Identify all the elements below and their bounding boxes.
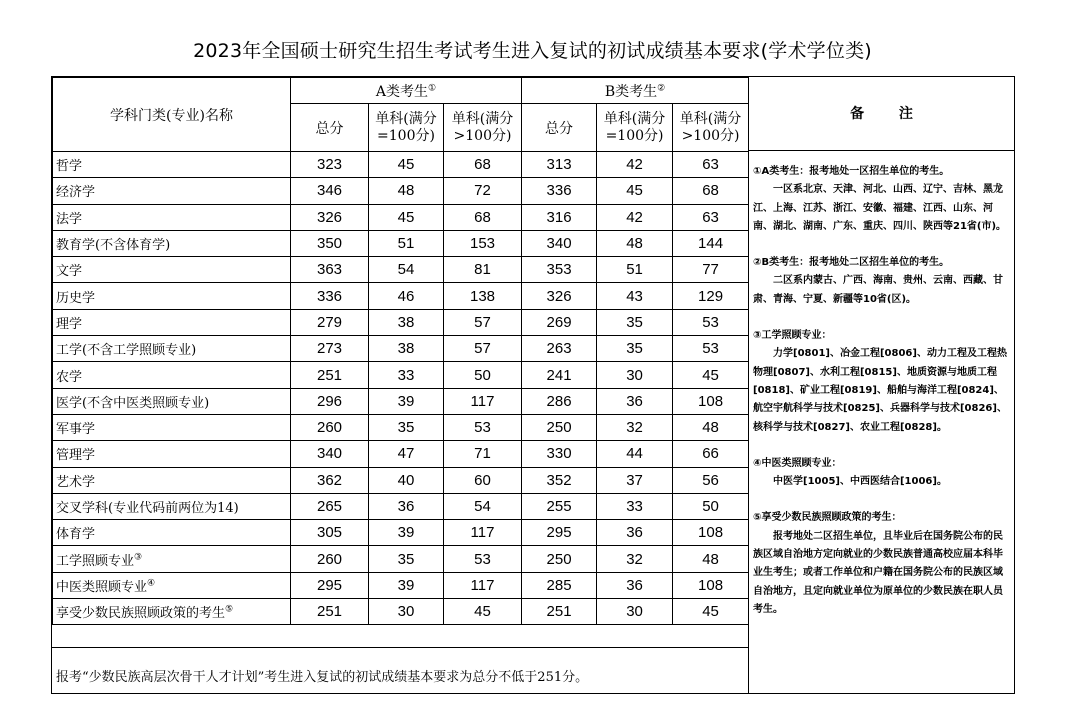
subject-name: 哲学 <box>53 152 291 178</box>
b-total-header: 总分 <box>522 104 597 152</box>
table-row <box>53 467 749 493</box>
score-cell-a-so100: 72 <box>444 178 522 204</box>
score-cell-b-total: 313 <box>522 152 597 178</box>
score-cell-a-so100: 45 <box>444 599 522 625</box>
group-b-header: B类考生② <box>522 78 749 104</box>
score-cell-a-total: 251 <box>291 599 369 625</box>
subject-name: 法学 <box>53 204 291 230</box>
score-cell-b-s100: 36 <box>597 388 673 414</box>
score-cell-b-so100: 63 <box>673 204 749 230</box>
score-cell-b-so100: 108 <box>673 572 749 598</box>
score-cell-b-so100: 63 <box>673 152 749 178</box>
score-cell-b-s100: 37 <box>597 467 673 493</box>
score-cell-a-so100: 50 <box>444 362 522 388</box>
score-cell-b-s100: 32 <box>597 546 673 572</box>
score-cell-b-so100: 129 <box>673 283 749 309</box>
remark-note <box>753 163 1008 236</box>
score-cell-a-so100: 53 <box>444 414 522 440</box>
subject-name: 经济学 <box>53 178 291 204</box>
score-cell-b-s100: 30 <box>597 599 673 625</box>
score-cell-b-s100: 48 <box>597 230 673 256</box>
subject-name: 中医类照顾专业④ <box>53 572 291 598</box>
score-cell-a-so100: 153 <box>444 230 522 256</box>
score-cell-b-so100: 53 <box>673 309 749 335</box>
score-cell-a-total: 251 <box>291 362 369 388</box>
score-cell-a-total: 260 <box>291 414 369 440</box>
score-cell-b-total: 340 <box>522 230 597 256</box>
remark-head: ①A类考生：报考地处一区招生单位的考生。 <box>753 166 950 177</box>
table-row <box>53 336 749 362</box>
remark-note <box>753 327 1008 437</box>
score-cell-a-total: 260 <box>291 546 369 572</box>
score-cell-a-s100: 46 <box>369 283 444 309</box>
score-cell-a-so100: 57 <box>444 336 522 362</box>
score-cell-a-total: 273 <box>291 336 369 362</box>
score-cell-b-so100: 53 <box>673 336 749 362</box>
score-cell-b-total: 286 <box>522 388 597 414</box>
remark-body: 中医学[1005]、中西医结合[1006]。 <box>773 476 947 488</box>
score-cell-a-total: 279 <box>291 309 369 335</box>
score-cell-b-total: 330 <box>522 441 597 467</box>
score-cell-b-s100: 36 <box>597 572 673 598</box>
score-cell-a-total: 326 <box>291 204 369 230</box>
subject-name: 艺术学 <box>53 467 291 493</box>
score-cell-b-s100: 42 <box>597 204 673 230</box>
score-cell-b-total: 250 <box>522 414 597 440</box>
footnote-mark: ⑤ <box>225 604 234 615</box>
score-cell-b-total: 295 <box>522 520 597 546</box>
score-cell-a-total: 323 <box>291 152 369 178</box>
score-cell-a-total: 336 <box>291 283 369 309</box>
score-cell-b-s100: 44 <box>597 441 673 467</box>
subject-name: 理学 <box>53 309 291 335</box>
score-cell-a-total: 305 <box>291 520 369 546</box>
remark-body: 报考地处二区招生单位，且毕业后在国务院公布的民族区域自治地方定向就业的少数民族普通高校应届本科毕业生考生；或者工作单位和户籍在国务院公布的民族区域自治地方，且定向就业单位为原单位的少数民族在职人员考生。 <box>753 530 1003 615</box>
a-single100-header: 单科(满分 =100分) <box>369 104 444 152</box>
score-cell-b-s100: 51 <box>597 257 673 283</box>
score-cell-a-s100: 39 <box>369 572 444 598</box>
subject-name: 工学照顾专业③ <box>53 546 291 572</box>
score-cell-b-s100: 45 <box>597 178 673 204</box>
table-row <box>53 230 749 256</box>
score-cell-b-so100: 45 <box>673 599 749 625</box>
table-row <box>53 257 749 283</box>
score-cell-b-so100: 108 <box>673 388 749 414</box>
score-cell-a-so100: 53 <box>444 546 522 572</box>
subject-name: 军事学 <box>53 414 291 440</box>
subject-name: 教育学(不含体育学) <box>53 230 291 256</box>
score-cell-a-so100: 57 <box>444 309 522 335</box>
subject-name: 文学 <box>53 257 291 283</box>
score-cell-b-so100: 48 <box>673 546 749 572</box>
remark-body: 力学[0801]、冶金工程[0806]、动力工程及工程热物理[0807]、水利工程[0815]、地质资源与地质工程[0818]、矿业工程[0819]、船舶与海洋工程[0824]、航空宇航科学与技术[0825]、兵器科学与技术[0826]、核科学与技术[0827]、农业工程[0828]。 <box>753 348 1007 433</box>
subject-name: 体育学 <box>53 520 291 546</box>
table-row <box>53 546 749 572</box>
score-cell-a-so100: 81 <box>444 257 522 283</box>
score-table <box>52 77 749 625</box>
table-row <box>53 204 749 230</box>
b-single100-header: 单科(满分 =100分) <box>597 104 673 152</box>
score-cell-a-s100: 39 <box>369 520 444 546</box>
score-cell-b-total: 336 <box>522 178 597 204</box>
remark-body: 一区系北京、天津、河北、山西、辽宁、吉林、黑龙江、上海、江苏、浙江、安徽、福建、江西、山东、河南、湖北、湖南、广东、重庆、四川、陕西等21省(市)。 <box>753 184 1007 232</box>
table-row <box>53 520 749 546</box>
footnote-mark: ③ <box>134 552 143 563</box>
b-singleover-header: 单科(满分 >100分) <box>673 104 749 152</box>
score-cell-b-s100: 43 <box>597 283 673 309</box>
footer-note: 报考“少数民族高层次骨干人才计划”考生进入复试的初试成绩基本要求为总分不低于251分。 <box>52 647 748 693</box>
score-cell-b-total: 241 <box>522 362 597 388</box>
score-cell-b-total: 269 <box>522 309 597 335</box>
score-cell-a-total: 265 <box>291 493 369 519</box>
score-cell-a-total: 363 <box>291 257 369 283</box>
score-cell-a-total: 346 <box>291 178 369 204</box>
score-cell-a-total: 296 <box>291 388 369 414</box>
score-cell-a-s100: 45 <box>369 204 444 230</box>
table-row <box>53 388 749 414</box>
score-cell-b-so100: 45 <box>673 362 749 388</box>
category-header: 学科门类(专业)名称 <box>53 78 291 152</box>
score-cell-b-s100: 35 <box>597 336 673 362</box>
score-cell-b-total: 250 <box>522 546 597 572</box>
score-cell-a-so100: 117 <box>444 520 522 546</box>
score-cell-b-so100: 66 <box>673 441 749 467</box>
score-cell-a-s100: 38 <box>369 336 444 362</box>
table-row <box>53 493 749 519</box>
group-a-header: A类考生① <box>291 78 522 104</box>
score-cell-a-s100: 39 <box>369 388 444 414</box>
score-cell-b-so100: 56 <box>673 467 749 493</box>
remark-head: ④中医类照顾专业： <box>753 457 842 469</box>
score-cell-a-s100: 54 <box>369 257 444 283</box>
score-cell-a-total: 350 <box>291 230 369 256</box>
score-cell-b-so100: 77 <box>673 257 749 283</box>
score-cell-b-s100: 30 <box>597 362 673 388</box>
subject-name: 历史学 <box>53 283 291 309</box>
remarks-panel <box>748 151 1014 693</box>
footnote-mark: ④ <box>147 578 156 589</box>
a-singleover-header: 单科(满分 >100分) <box>444 104 522 152</box>
score-cell-a-so100: 68 <box>444 204 522 230</box>
subject-name: 享受少数民族照顾政策的考生⑤ <box>53 599 291 625</box>
score-cell-b-so100: 68 <box>673 178 749 204</box>
score-cell-a-s100: 48 <box>369 178 444 204</box>
score-cell-b-total: 316 <box>522 204 597 230</box>
a-total-header: 总分 <box>291 104 369 152</box>
score-cell-b-s100: 32 <box>597 414 673 440</box>
subject-name: 管理学 <box>53 441 291 467</box>
table-row <box>53 599 749 625</box>
score-cell-a-s100: 36 <box>369 493 444 519</box>
score-cell-a-so100: 138 <box>444 283 522 309</box>
score-cell-a-s100: 51 <box>369 230 444 256</box>
score-cell-b-so100: 108 <box>673 520 749 546</box>
score-cell-b-total: 352 <box>522 467 597 493</box>
remark-note <box>753 455 1008 492</box>
remark-note <box>753 509 1008 619</box>
score-cell-b-total: 285 <box>522 572 597 598</box>
score-cell-b-total: 255 <box>522 493 597 519</box>
subject-name: 医学(不含中医类照顾专业) <box>53 388 291 414</box>
score-cell-a-so100: 117 <box>444 572 522 598</box>
score-cell-b-s100: 35 <box>597 309 673 335</box>
subject-name: 工学(不含工学照顾专业) <box>53 336 291 362</box>
remark-body: 二区系内蒙古、广西、海南、贵州、云南、西藏、甘肃、青海、宁夏、新疆等10省(区)。 <box>753 275 1003 305</box>
table-row <box>53 152 749 178</box>
score-cell-a-s100: 38 <box>369 309 444 335</box>
table-row <box>53 178 749 204</box>
score-cell-a-s100: 47 <box>369 441 444 467</box>
table-row <box>53 441 749 467</box>
score-cell-b-so100: 48 <box>673 414 749 440</box>
score-cell-b-so100: 144 <box>673 230 749 256</box>
remark-head: ⑤享受少数民族照顾政策的考生： <box>753 512 902 524</box>
score-cell-b-total: 263 <box>522 336 597 362</box>
remark-head: ③工学照顾专业： <box>753 330 832 342</box>
remark-head: ②B类考生：报考地处二区招生单位的考生。 <box>753 257 950 269</box>
subject-name: 交叉学科(专业代码前两位为14) <box>53 493 291 519</box>
score-cell-a-s100: 35 <box>369 546 444 572</box>
table-row <box>53 362 749 388</box>
score-cell-b-s100: 42 <box>597 152 673 178</box>
score-cell-a-total: 295 <box>291 572 369 598</box>
score-cell-a-s100: 30 <box>369 599 444 625</box>
score-cell-b-total: 251 <box>522 599 597 625</box>
page-title: 2023年全国硕士研究生招生考试考生进入复试的初试成绩基本要求(学术学位类) <box>193 40 872 62</box>
table-row <box>53 309 749 335</box>
remarks-header: 备 注 <box>748 77 1014 151</box>
score-cell-b-s100: 36 <box>597 520 673 546</box>
score-cell-a-s100: 45 <box>369 152 444 178</box>
score-cell-b-s100: 33 <box>597 493 673 519</box>
subject-name: 农学 <box>53 362 291 388</box>
score-cell-b-total: 326 <box>522 283 597 309</box>
score-cell-b-total: 353 <box>522 257 597 283</box>
score-cell-a-total: 340 <box>291 441 369 467</box>
score-cell-a-s100: 35 <box>369 414 444 440</box>
score-cell-a-s100: 33 <box>369 362 444 388</box>
remark-note <box>753 254 1008 309</box>
table-row <box>53 283 749 309</box>
score-cell-a-so100: 117 <box>444 388 522 414</box>
score-cell-a-total: 362 <box>291 467 369 493</box>
score-cell-a-so100: 71 <box>444 441 522 467</box>
score-cell-a-so100: 60 <box>444 467 522 493</box>
score-cell-a-s100: 40 <box>369 467 444 493</box>
score-cell-a-so100: 54 <box>444 493 522 519</box>
score-cell-b-so100: 50 <box>673 493 749 519</box>
table-row <box>53 572 749 598</box>
score-cell-a-so100: 68 <box>444 152 522 178</box>
table-row <box>53 414 749 440</box>
